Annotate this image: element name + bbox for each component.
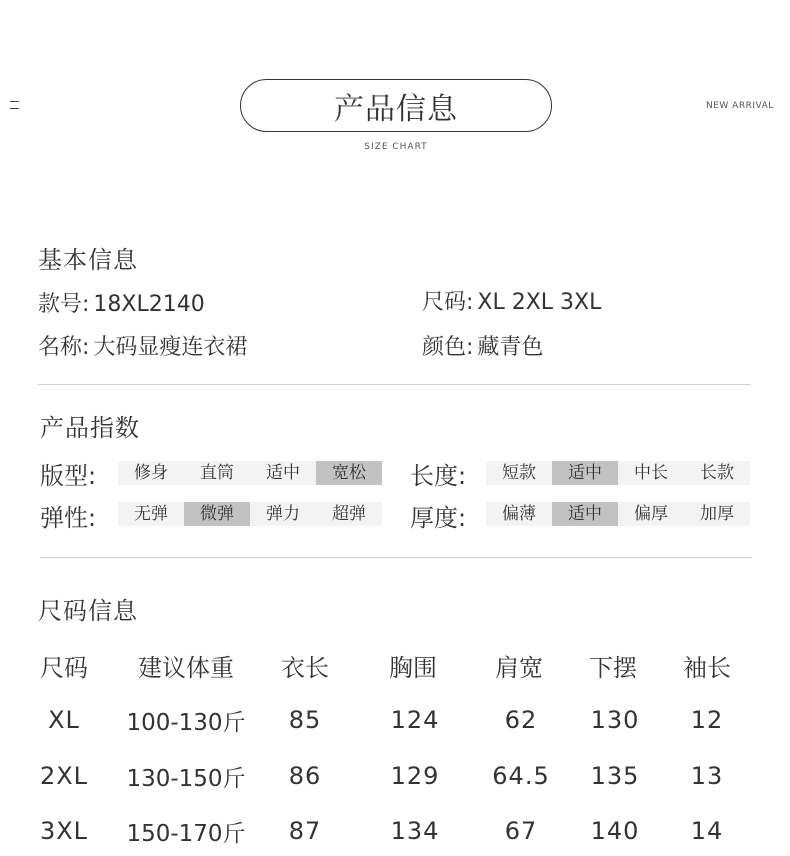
style-no-value: 18XL2140 (93, 292, 205, 317)
elasticity-option[interactable]: 超弹 (316, 502, 382, 526)
length-options (486, 461, 750, 485)
table-cell: 12 (690, 706, 724, 734)
table-cell: 85 (288, 706, 322, 734)
table-cell: 100-130斤 (126, 710, 246, 736)
name-label: 名称: (38, 335, 90, 360)
table-header-bust: 胸围 (389, 654, 437, 682)
table-cell: 13 (690, 762, 724, 790)
thickness-option[interactable]: 偏薄 (486, 502, 552, 526)
table-cell: 14 (690, 817, 724, 845)
length-option[interactable]: 中长 (618, 461, 684, 485)
fit-options (118, 461, 382, 485)
size-row (422, 285, 601, 316)
table-cell: 134 (390, 817, 440, 845)
table-cell: 140 (590, 817, 640, 845)
thickness-option[interactable]: 适中 (552, 502, 618, 526)
table-header-hem: 下摆 (589, 654, 637, 682)
style-no-row (38, 287, 205, 318)
color-row (422, 330, 543, 361)
name-value: 大码显瘦连衣裙 (93, 335, 248, 360)
table-header-size: 尺码 (40, 654, 88, 682)
size-chart-subtitle: SIZE CHART (364, 142, 428, 152)
table-cell: XL (48, 706, 80, 734)
table-cell: 129 (390, 762, 440, 790)
style-no-label: 款号: (38, 292, 90, 317)
thickness-label: 厚度: (410, 504, 467, 532)
table-header-sleeve: 袖长 (683, 654, 731, 682)
table-cell: 135 (590, 762, 640, 790)
divider-2 (40, 557, 752, 558)
length-option[interactable]: 短款 (486, 461, 552, 485)
size-info-title: 尺码信息 (38, 597, 138, 625)
basic-info-title: 基本信息 (38, 246, 138, 274)
table-cell: 67 (504, 817, 538, 845)
thickness-option[interactable]: 偏厚 (618, 502, 684, 526)
divider-1 (38, 384, 750, 385)
length-option[interactable]: 适中 (552, 461, 618, 485)
fit-option[interactable]: 直筒 (184, 461, 250, 485)
table-cell: 87 (288, 817, 322, 845)
elasticity-option[interactable]: 弹力 (250, 502, 316, 526)
table-header-shoulder: 肩宽 (495, 654, 543, 682)
table-cell: 64.5 (492, 762, 550, 790)
hamburger-icon[interactable] (10, 101, 19, 109)
table-cell: 130-150斤 (126, 766, 246, 792)
size-label: 尺码: (422, 290, 474, 315)
table-cell: 62 (504, 706, 538, 734)
fit-option[interactable]: 宽松 (316, 461, 382, 485)
color-label: 颜色: (422, 335, 474, 360)
table-cell: 130 (590, 706, 640, 734)
length-label: 长度: (410, 462, 467, 490)
elasticity-option[interactable]: 无弹 (118, 502, 184, 526)
page-title-text: 产品信息 (334, 91, 458, 127)
new-arrival-label: NEW ARRIVAL (706, 101, 774, 111)
name-row (38, 330, 247, 361)
elasticity-label: 弹性: (40, 504, 97, 532)
thickness-option[interactable]: 加厚 (684, 502, 750, 526)
length-option[interactable]: 长款 (684, 461, 750, 485)
table-cell: 3XL (39, 817, 89, 845)
fit-option[interactable]: 修身 (118, 461, 184, 485)
page-title (240, 79, 552, 132)
table-cell: 124 (390, 706, 440, 734)
elasticity-options (118, 502, 382, 526)
thickness-options (486, 502, 750, 526)
table-header-length: 衣长 (281, 654, 329, 682)
table-cell: 2XL (39, 762, 89, 790)
color-value: 藏青色 (477, 335, 544, 360)
size-value: XL 2XL 3XL (477, 290, 602, 315)
table-header-weight: 建议体重 (138, 654, 234, 682)
product-index-title: 产品指数 (40, 414, 140, 442)
table-cell: 150-170斤 (126, 821, 246, 847)
fit-label: 版型: (40, 462, 97, 490)
fit-option[interactable]: 适中 (250, 461, 316, 485)
elasticity-option[interactable]: 微弹 (184, 502, 250, 526)
table-cell: 86 (288, 762, 322, 790)
